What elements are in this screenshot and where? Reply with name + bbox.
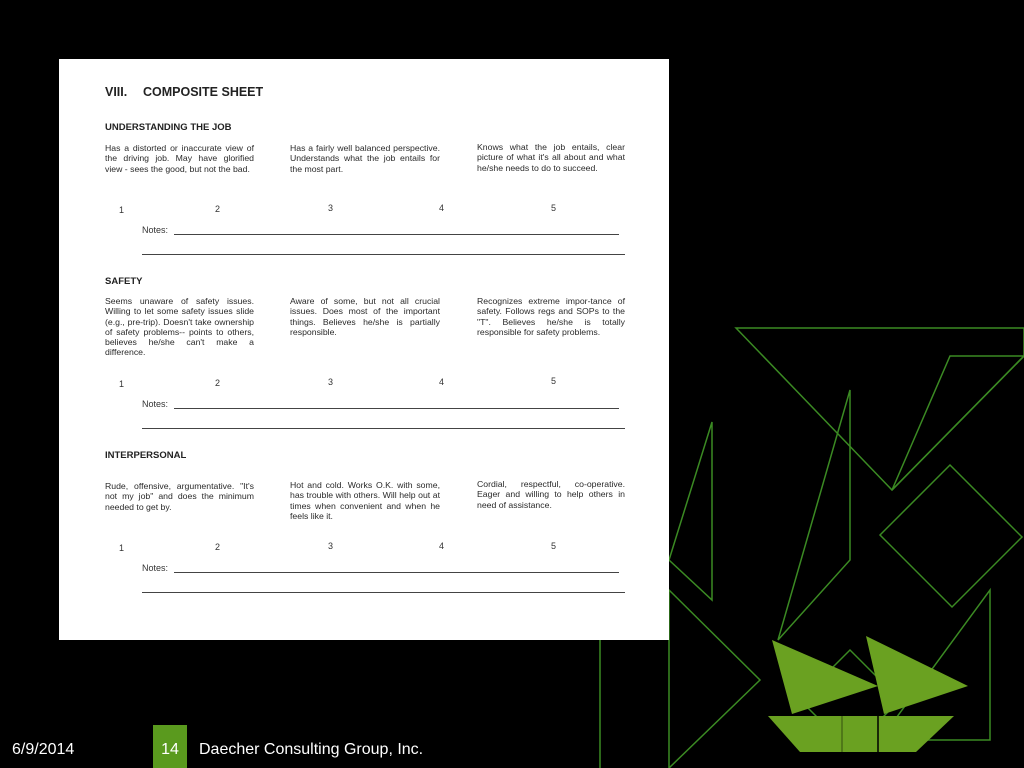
notes-line bbox=[174, 234, 619, 235]
rating-number-5: 5 bbox=[551, 541, 557, 551]
rating-description-high: Recognizes extreme impor-tance of safety. Follows regs and SOPs to the "T". Believes he/she is totally responsible for safety problems. bbox=[477, 296, 625, 337]
sailboat-logo-icon bbox=[768, 636, 968, 752]
outline-triangle-shape bbox=[669, 422, 712, 600]
notes-line bbox=[142, 254, 625, 255]
rating-number-4: 4 bbox=[439, 541, 445, 551]
rating-number-3: 3 bbox=[328, 377, 334, 387]
notes-line bbox=[174, 408, 619, 409]
notes-line bbox=[174, 572, 619, 573]
rating-description-mid: Hot and cold. Works O.K. with some, has trouble with others. Will help out at times when convenient and when he feels like it. bbox=[290, 480, 440, 521]
slide-number: 14 bbox=[161, 741, 179, 758]
outline-triangle-shape bbox=[892, 356, 1024, 490]
rating-number-5: 5 bbox=[551, 203, 557, 213]
sheet-title bbox=[105, 85, 263, 99]
rating-description-low: Rude, offensive, argumentative. "It's not my job" and does the minimum needed to get by. bbox=[105, 481, 254, 512]
outline-parallelogram-shape bbox=[778, 390, 850, 640]
rating-description-low: Has a distorted or inaccurate view of the driving job. May have glorified view - sees the good, but not the bad. bbox=[105, 143, 254, 174]
rating-description-high: Knows what the job entails, clear picture of what it's all about and what he/she needs to do to succeed. bbox=[477, 142, 625, 173]
rating-number-1: 1 bbox=[119, 543, 125, 553]
section-heading-safety: SAFETY bbox=[105, 276, 143, 287]
rating-number-1: 1 bbox=[119, 205, 125, 215]
rating-description-high: Cordial, respectful, co-operative. Eager and willing to help others in need of assistance. bbox=[477, 479, 625, 510]
outline-triangle-shape bbox=[669, 590, 760, 768]
rating-description-mid: Has a fairly well balanced perspective. Understands what the job entails for the most part. bbox=[290, 143, 440, 174]
rating-number-4: 4 bbox=[439, 203, 445, 213]
notes-line bbox=[142, 592, 625, 593]
outline-triangle-shape bbox=[736, 328, 1024, 490]
notes-label: Notes: bbox=[142, 225, 169, 235]
rating-number-1: 1 bbox=[119, 379, 125, 389]
composite-sheet-document bbox=[59, 59, 669, 640]
sheet-title-text: COMPOSITE SHEET bbox=[143, 85, 264, 99]
notes-label: Notes: bbox=[142, 399, 169, 409]
rating-number-2: 2 bbox=[215, 378, 221, 388]
section-heading-interpersonal: INTERPERSONAL bbox=[105, 450, 187, 461]
rating-description-low: Seems unaware of safety issues. Willing to let some safety issues slide (e.g., pre-trip). Doesn't take ownership of safety problems-- points to others, believes he/she can't make a difference. bbox=[105, 296, 254, 358]
section-number: VIII. bbox=[105, 85, 128, 99]
footer-date: 6/9/2014 bbox=[12, 741, 75, 758]
footer-company-name: Daecher Consulting Group, Inc. bbox=[199, 741, 424, 758]
notes-line bbox=[142, 428, 625, 429]
rating-description-mid: Aware of some, but not all crucial issues. Does most of the important things. Believes he/she is partially responsible. bbox=[290, 296, 440, 337]
notes-label: Notes: bbox=[142, 563, 169, 573]
rating-number-3: 3 bbox=[328, 203, 334, 213]
rating-number-2: 2 bbox=[215, 204, 221, 214]
rating-number-4: 4 bbox=[439, 377, 445, 387]
outline-diamond-shape bbox=[880, 465, 1022, 607]
slide-number-badge bbox=[153, 725, 187, 768]
rating-number-3: 3 bbox=[328, 541, 334, 551]
rating-number-5: 5 bbox=[551, 376, 557, 386]
section-heading-understanding: UNDERSTANDING THE JOB bbox=[105, 122, 232, 133]
rating-number-2: 2 bbox=[215, 542, 221, 552]
